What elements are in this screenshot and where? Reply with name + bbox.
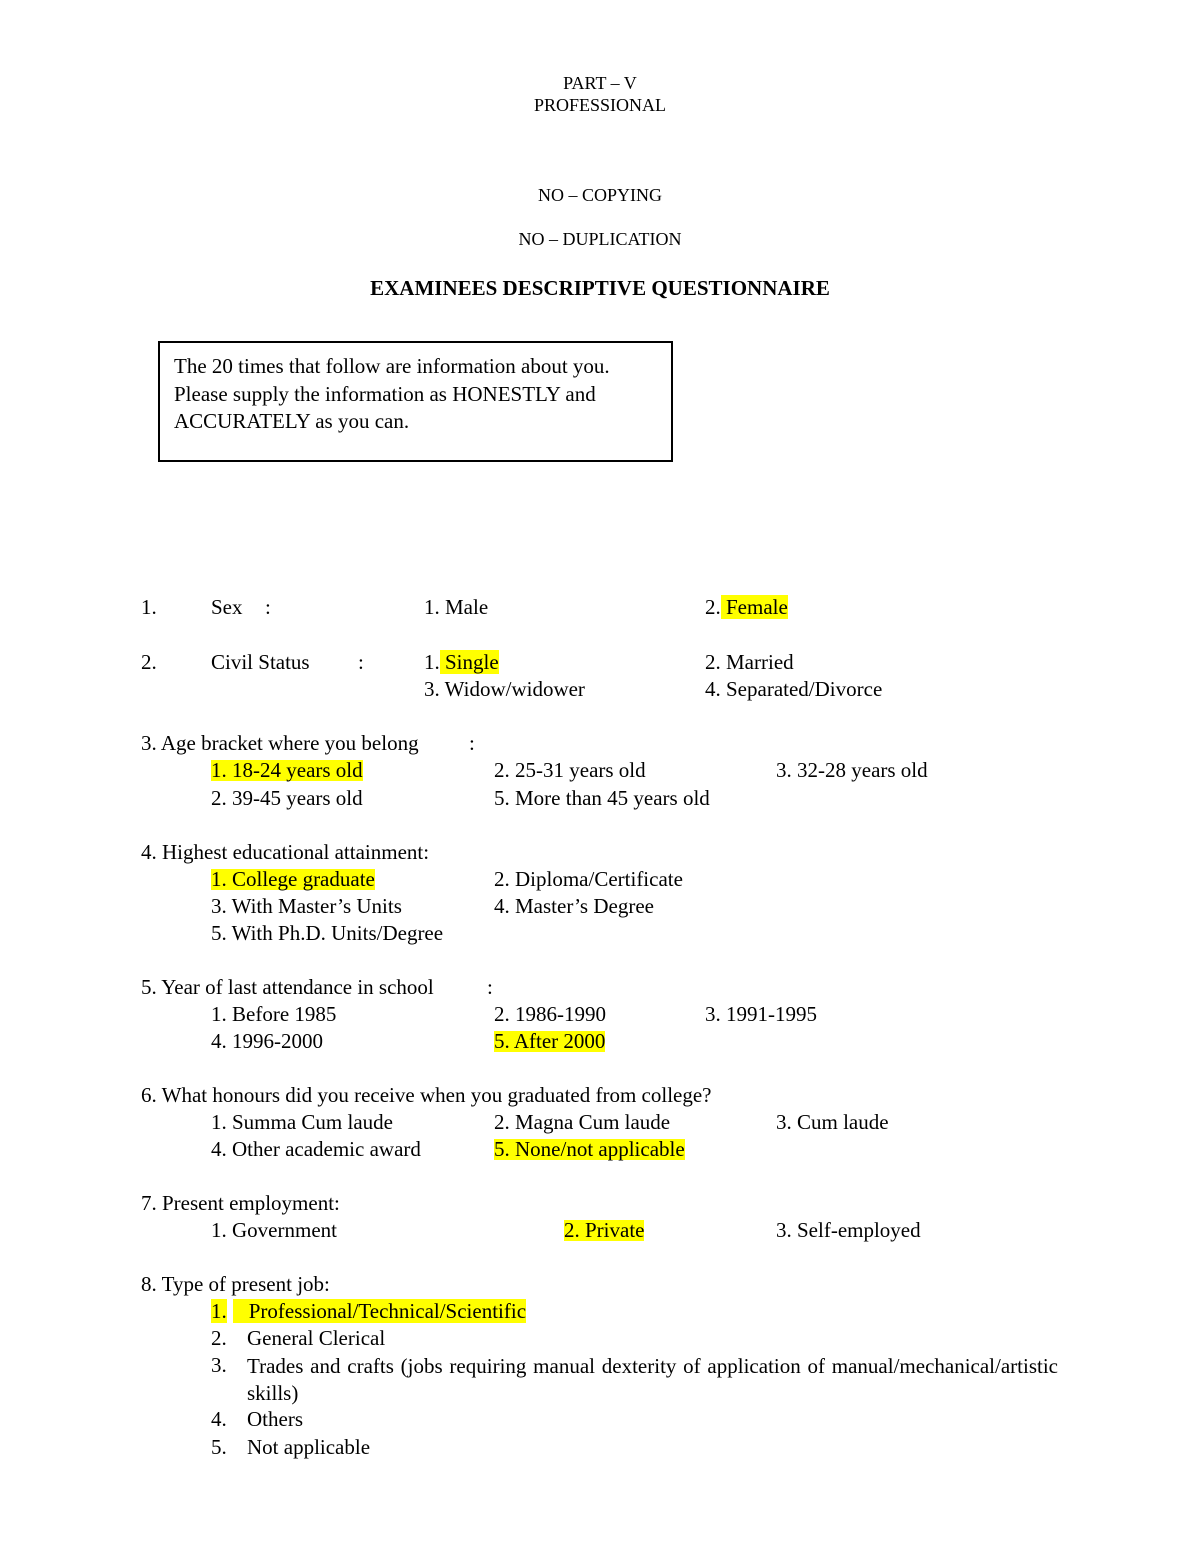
- option-number: 4.: [211, 1407, 227, 1431]
- question-text: 8. Type of present job:: [141, 1272, 330, 1296]
- option-others[interactable]: Others: [247, 1407, 303, 1431]
- option-25-31[interactable]: 2. 25-31 years old: [494, 758, 646, 782]
- question-text: 5. Year of last attendance in school: [141, 975, 434, 999]
- option-1996-2000[interactable]: 4. 1996-2000: [211, 1029, 323, 1053]
- option-government[interactable]: 1. Government: [211, 1218, 337, 1242]
- option-female[interactable]: 2. Female: [705, 595, 788, 619]
- option-married[interactable]: 2. Married: [705, 650, 794, 674]
- option-more-than-45[interactable]: 5. More than 45 years old: [494, 786, 710, 810]
- option-1986-1990[interactable]: 2. 1986-1990: [494, 1002, 606, 1026]
- option-single[interactable]: 1. Single: [424, 650, 499, 674]
- question-number: 2.: [141, 650, 157, 674]
- option-18-24[interactable]: 1. 18-24 years old: [211, 758, 363, 782]
- part-label: PART – V: [563, 73, 637, 93]
- question-label: Civil Status: [211, 650, 310, 674]
- no-duplication-notice: NO – DUPLICATION: [518, 229, 682, 249]
- option-widow[interactable]: 3. Widow/widower: [424, 677, 585, 701]
- option-professional[interactable]: Professional/Technical/Scientific: [233, 1301, 526, 1322]
- question-label: Sex: [211, 595, 243, 619]
- option-39-45[interactable]: 2. 39-45 years old: [211, 786, 363, 810]
- option-masters-units[interactable]: 3. With Master’s Units: [211, 894, 402, 918]
- option-number: 3.: [211, 1353, 227, 1377]
- option-before-1985[interactable]: 1. Before 1985: [211, 1002, 337, 1026]
- question-text: 7. Present employment:: [141, 1191, 340, 1215]
- option-general-clerical[interactable]: General Clerical: [247, 1326, 386, 1350]
- option-number: 2.: [211, 1326, 227, 1350]
- option-phd[interactable]: 5. With Ph.D. Units/Degree: [211, 921, 444, 945]
- page-title: EXAMINEES DESCRIPTIVE QUESTIONNAIRE: [370, 276, 830, 300]
- option-masters-degree[interactable]: 4. Master’s Degree: [494, 894, 654, 918]
- option-magna[interactable]: 2. Magna Cum laude: [494, 1110, 671, 1134]
- option-trades-crafts[interactable]: Trades and crafts (jobs requiring manual dexterity of application of manual/mechanical/artistic skills): [247, 1354, 1058, 1405]
- question-colon: :: [265, 595, 271, 619]
- instructions-text: The 20 times that follow are information about you. Please supply the information as HONESTLY and ACCURATELY as you can.: [174, 354, 610, 433]
- option-private[interactable]: 2. Private: [564, 1218, 645, 1242]
- option-other-award[interactable]: 4. Other academic award: [211, 1137, 421, 1161]
- option-none[interactable]: 5. None/not applicable: [494, 1137, 685, 1161]
- question-text: 6. What honours did you receive when you graduated from college?: [141, 1083, 712, 1107]
- option-after-2000[interactable]: 5. After 2000: [494, 1029, 606, 1053]
- option-separated[interactable]: 4. Separated/Divorce: [705, 677, 883, 701]
- option-male[interactable]: 1. Male: [424, 595, 489, 619]
- no-copying-notice: NO – COPYING: [537, 185, 662, 205]
- option-college-graduate[interactable]: 1. College graduate: [211, 867, 375, 891]
- option-number: 5.: [211, 1435, 227, 1459]
- option-cum-laude[interactable]: 3. Cum laude: [776, 1110, 889, 1134]
- option-self-employed[interactable]: 3. Self-employed: [776, 1218, 921, 1242]
- question-colon: :: [487, 975, 493, 999]
- question-colon: :: [469, 731, 475, 755]
- option-1991-1995[interactable]: 3. 1991-1995: [705, 1002, 817, 1026]
- option-32-28[interactable]: 3. 32-28 years old: [776, 758, 928, 782]
- option-number: 1.: [211, 1299, 227, 1323]
- option-summa[interactable]: 1. Summa Cum laude: [211, 1110, 393, 1134]
- question-number: 1.: [141, 595, 157, 619]
- option-not-applicable[interactable]: Not applicable: [247, 1435, 371, 1459]
- question-text: 3. Age bracket where you belong: [141, 731, 419, 755]
- category-label: PROFESSIONAL: [533, 95, 667, 115]
- option-diploma[interactable]: 2. Diploma/Certificate: [494, 867, 683, 891]
- instructions-box: [158, 341, 673, 462]
- question-text: 4. Highest educational attainment:: [141, 840, 430, 864]
- question-colon: :: [358, 650, 364, 674]
